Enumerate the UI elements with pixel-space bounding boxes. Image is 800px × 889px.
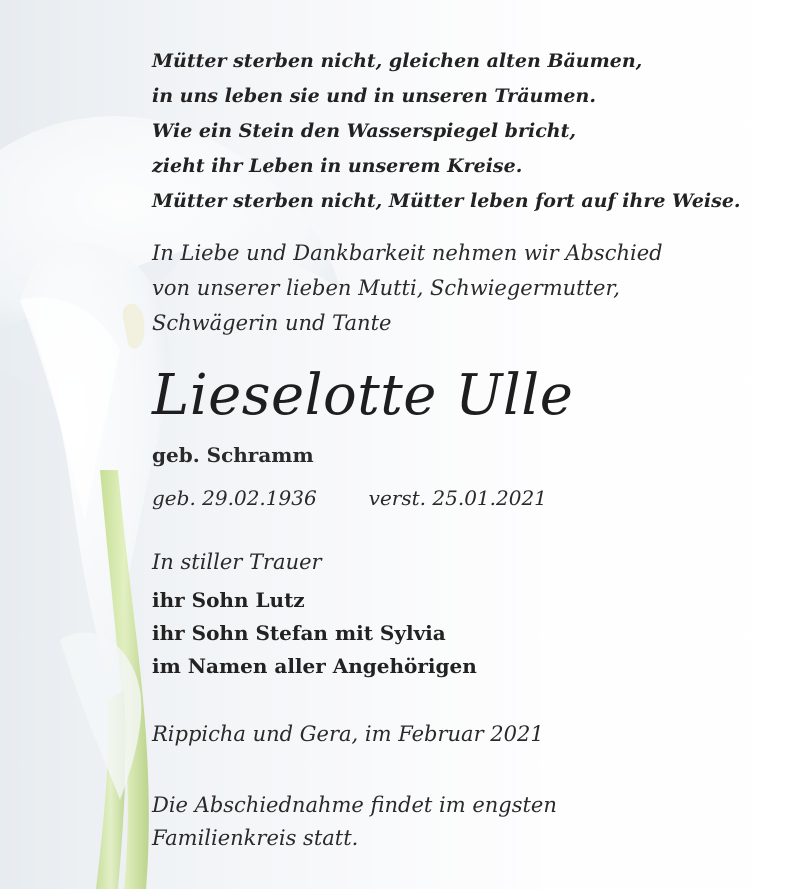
- mourners-list: [152, 584, 477, 683]
- intro-line: Schwägerin und Tante: [152, 311, 392, 335]
- farewell-intro: [152, 236, 663, 341]
- death-date: verst. 25.01.2021: [368, 486, 547, 510]
- closing-note: [152, 789, 557, 855]
- closing-line: Familienkreis statt.: [152, 826, 359, 850]
- intro-line: von unserer lieben Mutti, Schwiegermutter,: [152, 276, 620, 300]
- poem-line: Mütter sterben nicht, Mütter leben fort auf ihre Weise.: [152, 190, 741, 212]
- maiden-name: geb. Schramm: [152, 443, 314, 467]
- mourner-line: ihr Sohn Lutz: [152, 588, 305, 612]
- life-dates: [152, 486, 547, 510]
- closing-line: Die Abschiednahme findet im engsten: [152, 793, 557, 817]
- poem-line: Mütter sterben nicht, gleichen alten Bäumen,: [152, 50, 643, 72]
- memorial-poem: [152, 44, 741, 219]
- mourning-intro: In stiller Trauer: [152, 550, 322, 574]
- poem-line: in uns leben sie und in unseren Träumen.: [152, 85, 596, 107]
- poem-line: Wie ein Stein den Wasserspiegel bricht,: [152, 120, 576, 142]
- place-and-date: Rippicha und Gera, im Februar 2021: [152, 722, 544, 746]
- mourner-line: ihr Sohn Stefan mit Sylvia: [152, 621, 446, 645]
- deceased-name: Lieselotte Ulle: [152, 363, 574, 428]
- intro-line: In Liebe und Dankbarkeit nehmen wir Abschied: [152, 241, 663, 265]
- mourner-line: im Namen aller Angehörigen: [152, 654, 477, 678]
- birth-date: geb. 29.02.1936: [152, 486, 317, 510]
- poem-line: zieht ihr Leben in unserem Kreise.: [152, 155, 523, 177]
